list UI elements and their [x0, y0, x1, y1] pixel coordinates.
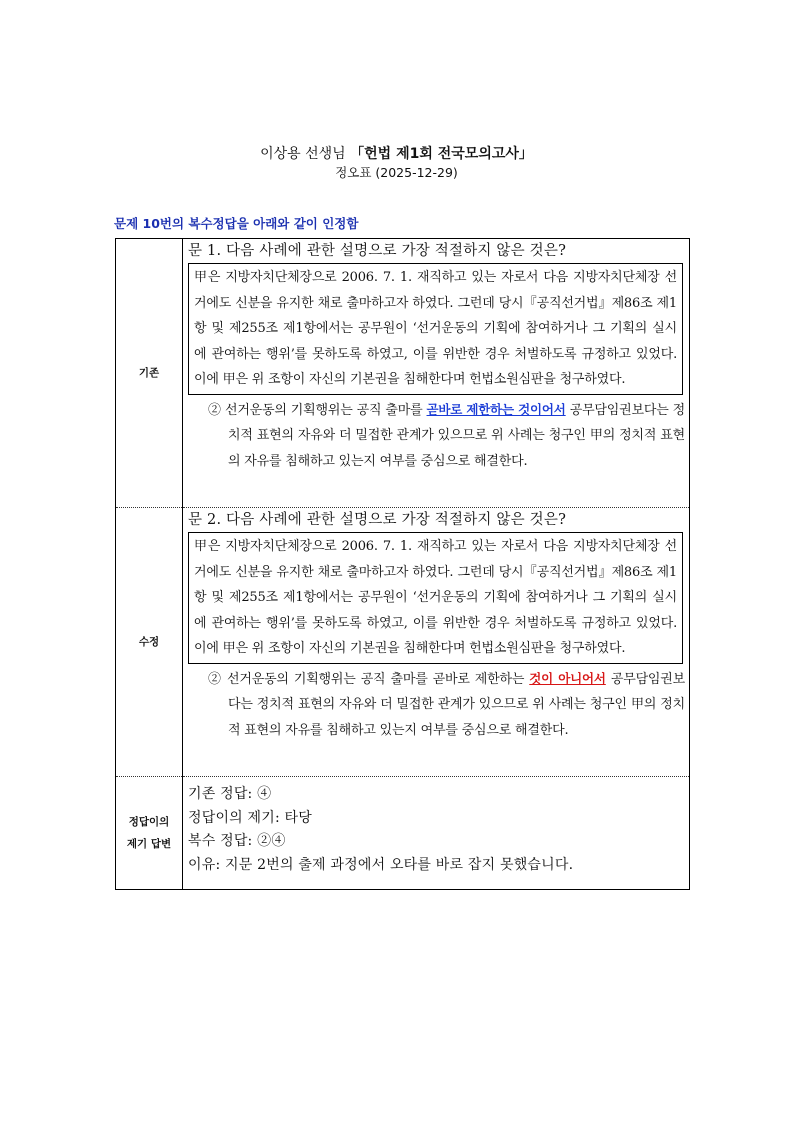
row-original — [116, 239, 690, 508]
case-box: 甲은 지방자치단체장으로 2006. 7. 1. 재직하고 있는 자로서 다음 지방자치단체장 선거에도 신분을 유지한 채로 출마하고자 하였다. 그런데 당시『공직선거법』제86조 제1항 및 제255조 제1항에서는 공무원이 ‘선거운동의 기획에 참여하거나 그 기획의 실시에 관여하는 행위’를 못하도록 하였고, 이를 위반한 경우 처벌하도록 규정하고 있었다. 이에 甲은 위 조항이 자신의 기본권을 침해한다며 헌법소원심판을 청구하였다. — [188, 263, 683, 395]
row-label-answer — [116, 777, 183, 890]
row-label-revised: 수정 — [116, 508, 183, 777]
row-content-original — [183, 239, 690, 508]
row-content-revised — [183, 508, 690, 777]
row-label-original: 기존 — [116, 239, 183, 508]
question-text: 문 2. 다음 사례에 관한 설명으로 가장 적절하지 않은 것은? — [188, 512, 567, 528]
option-highlight: 곧바로 제한하는 것이어서 — [426, 401, 566, 417]
title-bold: 「헌법 제1회 전국모의고사」 — [350, 146, 533, 162]
option-2 — [188, 666, 685, 744]
title-prefix: 이상용 선생님 — [260, 146, 351, 162]
document-title — [0, 143, 793, 163]
row-content-answer — [183, 777, 690, 890]
question-text: 문 1. 다음 사례에 관한 설명으로 가장 적절하지 않은 것은? — [188, 243, 567, 259]
document-subtitle: 정오표 (2025-12-29) — [335, 165, 458, 180]
errata-table — [115, 238, 690, 890]
option-text-after: 공무담임권보다는 정치적 표현의 자유와 더 밀접한 관계가 있으므로 위 사례는 청구인 甲의 정치적 표현의 자유를 침해하고 있는지 여부를 중심으로 해결한다. — [228, 671, 686, 738]
option-text-after: 공무담임권보다는 정치적 표현의 자유와 더 밀접한 관계가 있으므로 위 사례는 청구인 甲의 정치적 표현의 자유를 침해하고 있는지 여부를 중심으로 해결한다. — [228, 402, 685, 469]
objection-result: 정답이의 제기: 타당 — [188, 809, 313, 826]
reason: 이유: 지문 2번의 출제 과정에서 오타를 바로 잡지 못했습니다. — [188, 856, 574, 873]
option-text-before: ② 선거운동의 기획행위는 공직 출마를 — [208, 402, 427, 418]
row-answer — [116, 777, 690, 890]
case-box: 甲은 지방자치단체장으로 2006. 7. 1. 재직하고 있는 자로서 다음 지방자치단체장 선거에도 신분을 유지한 채로 출마하고자 하였다. 그런데 당시『공직선거법』제86조 제1항 및 제255조 제1항에서는 공무원이 ‘선거운동의 기획에 참여하거나 그 기획의 실시에 관여하는 행위’를 못하도록 하였고, 이를 위반한 경우 처벌하도록 규정하고 있었다. 이에 甲은 위 조항이 자신의 기본권을 침해한다며 헌법소원심판을 청구하였다. — [188, 532, 683, 664]
original-answer: 기존 정답: ④ — [188, 786, 272, 802]
label-line-1: 정답이의 — [128, 816, 170, 828]
label-line-2: 제기 답변 — [126, 838, 172, 850]
row-revised — [116, 508, 690, 777]
multiple-answers: 복수 정답: ②④ — [188, 833, 286, 849]
correction-notice: 문제 10번의 복수정답을 아래와 같이 인정함 — [114, 216, 359, 231]
option-text-before: ② 선거운동의 기획행위는 공직 출마를 곧바로 제한하는 — [208, 671, 530, 687]
answer-block — [188, 777, 685, 877]
option-2 — [188, 397, 685, 475]
option-highlight: 것이 아니어서 — [529, 670, 606, 686]
